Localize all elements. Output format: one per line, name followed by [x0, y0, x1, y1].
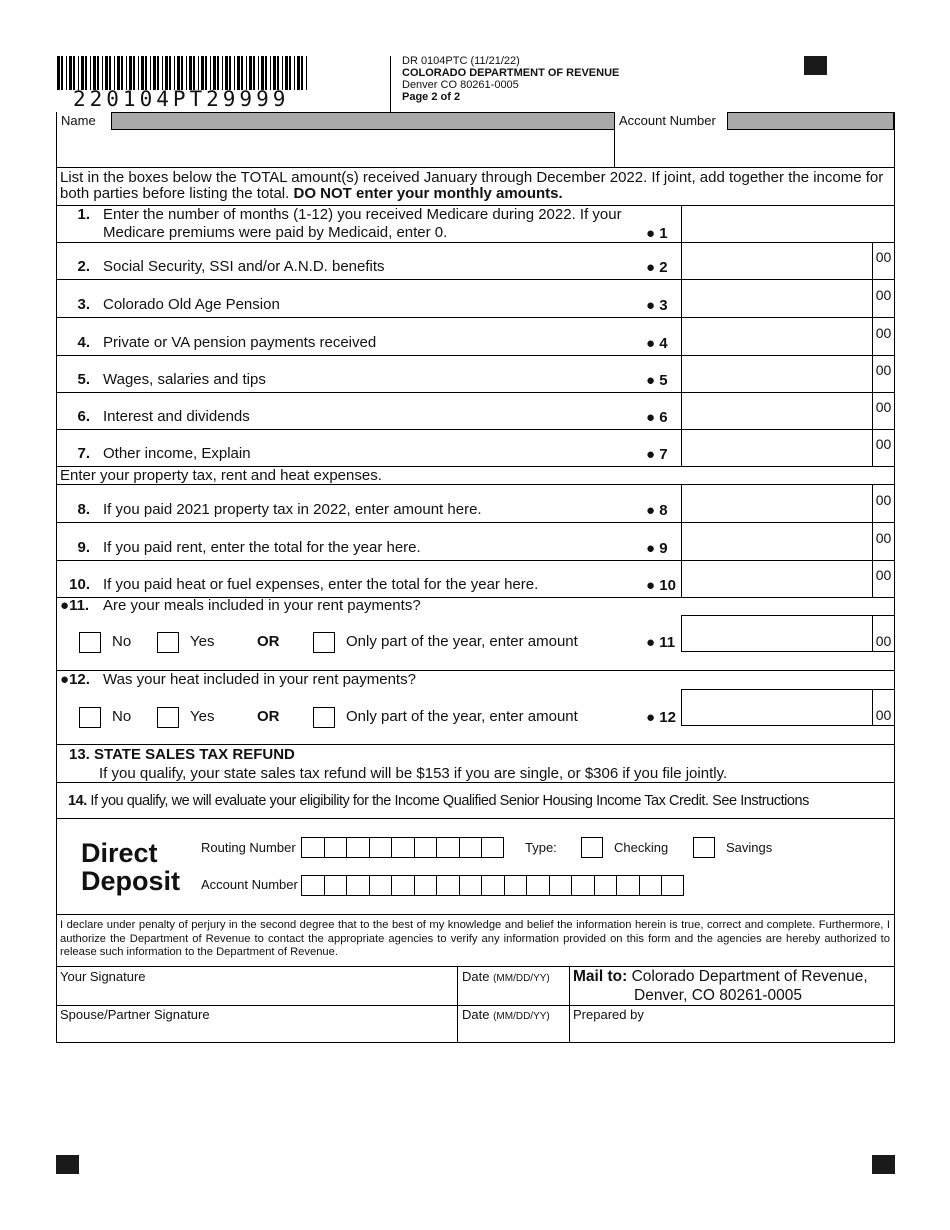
- rule: [56, 167, 895, 168]
- rule: [56, 914, 895, 915]
- prepared-by-field[interactable]: [570, 1021, 894, 1042]
- page-number: Page 2 of 2: [402, 91, 461, 103]
- digit-cell: [639, 875, 662, 896]
- mail-to-line-2: Denver, CO 80261-0005: [634, 987, 803, 1004]
- barcode-bar: [270, 56, 271, 90]
- spouse-signature-field[interactable]: [57, 1021, 457, 1042]
- name-account-header-bar: [56, 112, 894, 130]
- digit-cell: [571, 875, 594, 896]
- digit-cell: [369, 875, 392, 896]
- q11-cents: 00: [872, 615, 894, 652]
- barcode-bar: [213, 56, 216, 90]
- line-14-number: 14.: [68, 793, 87, 809]
- line-3-number: 3.: [77, 296, 90, 313]
- barcode-bar: [193, 56, 195, 90]
- date-field-1[interactable]: [458, 983, 569, 1005]
- line-9-number: 9.: [77, 539, 90, 556]
- routing-number-input[interactable]: [301, 837, 504, 858]
- barcode-bar: [69, 56, 72, 90]
- barcode-bar: [121, 56, 123, 90]
- date-label-2: [462, 1007, 550, 1022]
- barcode-bar: [237, 56, 240, 90]
- line-2-ref-num: 2: [659, 259, 668, 276]
- q12-ref: ● 12: [646, 709, 676, 726]
- line-7-amount-input[interactable]: [682, 429, 872, 466]
- barcode-bar: [57, 56, 60, 90]
- barcode-bar: [253, 56, 255, 90]
- q11-num: 11.: [69, 597, 90, 614]
- digit-cell: [324, 875, 347, 896]
- barcode-bar: [294, 56, 295, 90]
- line-5-amount-input[interactable]: [682, 355, 872, 392]
- barcode-bar: [85, 56, 87, 90]
- barcode-bar: [265, 56, 267, 90]
- savings-label: Savings: [726, 840, 773, 855]
- q12-num: 12.: [69, 671, 90, 688]
- digit-cell: [391, 875, 414, 896]
- line-5-number: 5.: [77, 371, 90, 388]
- savings-checkbox[interactable]: [693, 837, 715, 858]
- digit-cell: [459, 837, 482, 858]
- line-4-number: 4.: [77, 334, 90, 351]
- line-4-ref: ● 4: [646, 335, 668, 352]
- line-3-cents: 00: [872, 280, 894, 317]
- line-5-cents: 00: [872, 355, 894, 392]
- digit-cell: [391, 837, 414, 858]
- barcode-bar: [78, 56, 79, 90]
- q12-partial-checkbox[interactable]: [313, 707, 335, 728]
- digit-cell: [436, 875, 459, 896]
- q11-or: OR: [257, 633, 280, 650]
- mail-to-label: Mail to:: [573, 968, 628, 985]
- line-10-ref-num: 10: [659, 577, 676, 594]
- digit-cell: [616, 875, 639, 896]
- line-4-text: Private or VA pension payments received: [103, 334, 377, 351]
- line-5-ref: ● 5: [646, 372, 668, 389]
- line-13-title: 13. STATE SALES TAX REFUND: [69, 746, 295, 763]
- line-6-ref-num: 6: [659, 409, 668, 426]
- digit-cell: [481, 837, 504, 858]
- line-10-text: If you paid heat or fuel expenses, enter the total for the year here.: [103, 576, 539, 593]
- line-4-ref-num: 4: [659, 335, 668, 352]
- q12-partial-label: Only part of the year, enter amount: [346, 708, 578, 725]
- line-10-ref: ● 10: [646, 577, 676, 594]
- digit-cell: [414, 837, 437, 858]
- line-14: [60, 792, 809, 810]
- department-address: Denver CO 80261-0005: [402, 79, 519, 91]
- line-1-ref: ● 1: [646, 225, 668, 242]
- barcode-bar: [225, 56, 228, 90]
- line-2-ref: ● 2: [646, 259, 668, 276]
- rule: [56, 744, 895, 745]
- line-8-number: 8.: [77, 501, 90, 518]
- line-1-text: Enter the number of months (1-12) you received Medicare during 2022. If your: [103, 206, 622, 223]
- rule: [56, 782, 895, 783]
- barcode-bar: [249, 56, 252, 90]
- q11-question: Are your meals included in your rent payments?: [103, 597, 421, 614]
- line-2-text: Social Security, SSI and/or A.N.D. benefits: [103, 258, 385, 275]
- barcode-bar: [241, 56, 243, 90]
- line-6-cents: 00: [872, 392, 894, 429]
- declaration-text: I declare under penalty of perjury in the second degree that to the best of my knowledge and belief the information herein is true, correct and complete. Furthermore, I authorize the Department of Revenue to contact the appropriate agencies to verify any information provided on this form and the agencies are hereby authorized to release such information to the Department of Revenue.: [60, 919, 890, 958]
- barcode-bar: [277, 56, 279, 90]
- your-signature-label: Your Signature: [60, 969, 146, 984]
- line-9-cents: 00: [872, 522, 894, 560]
- barcode-bar: [66, 56, 67, 90]
- digit-cell: [436, 837, 459, 858]
- line-3-ref: ● 3: [646, 297, 668, 314]
- your-signature-field[interactable]: [57, 983, 457, 1005]
- intro-bold-warning: DO NOT enter your monthly amounts.: [293, 185, 563, 202]
- checking-checkbox[interactable]: [581, 837, 603, 858]
- line-8-ref-num: 8: [659, 502, 668, 519]
- department-name: COLORADO DEPARTMENT OF REVENUE: [402, 67, 620, 79]
- barcode-bar: [217, 56, 219, 90]
- line-2-cents: 00: [872, 242, 894, 279]
- q12-question: Was your heat included in your rent payments?: [103, 671, 416, 688]
- line-7-cents: 00: [872, 429, 894, 466]
- q11-number: ●11.: [60, 597, 90, 614]
- barcode-bar: [114, 56, 115, 90]
- registration-mark-top-right: [804, 56, 827, 75]
- q11-ref: ● 11: [646, 634, 676, 651]
- line-9-ref: ● 9: [646, 540, 668, 557]
- registration-mark-bottom-right: [872, 1155, 895, 1174]
- line-3-amount-input[interactable]: [682, 280, 872, 317]
- line-14-text: If you qualify, we will evaluate your eligibility for the Income Qualified Senior Housing Income Tax Credit. See Instructions: [90, 793, 809, 809]
- barcode-bar: [282, 56, 283, 90]
- barcode-bar: [258, 56, 259, 90]
- q12-cents: 00: [872, 689, 894, 726]
- date-field-2[interactable]: [458, 1021, 569, 1042]
- rule: [56, 818, 895, 819]
- name-field[interactable]: [57, 131, 614, 167]
- barcode-bar: [162, 56, 163, 90]
- spouse-signature-label: Spouse/Partner Signature: [60, 1007, 210, 1022]
- digit-cell: [549, 875, 572, 896]
- digit-cell: [481, 875, 504, 896]
- date-label-1-text: Date: [462, 969, 490, 984]
- barcode-bar: [165, 56, 168, 90]
- barcode-bar: [141, 56, 144, 90]
- barcode-bar: [102, 56, 103, 90]
- line-8-amount-input[interactable]: [682, 484, 872, 522]
- line-3-ref-num: 3: [659, 297, 668, 314]
- digit-cell: [594, 875, 617, 896]
- barcode: [57, 56, 309, 90]
- line-7-text: Other income, Explain: [103, 445, 251, 462]
- q11-no-label: No: [112, 633, 132, 650]
- barcode-bar: [117, 56, 120, 90]
- date-format-2: (MM/DD/YY): [493, 1011, 550, 1022]
- line-10-amount-input[interactable]: [682, 559, 872, 597]
- registration-mark-bottom-left: [56, 1155, 79, 1174]
- barcode-bar: [145, 56, 147, 90]
- intro-text: [60, 170, 892, 202]
- prepared-by-label: Prepared by: [573, 1007, 644, 1022]
- digit-cell: [459, 875, 482, 896]
- barcode-bar: [93, 56, 96, 90]
- line-1-text-cont: Medicare premiums were paid by Medicaid, enter 0.: [103, 224, 448, 241]
- barcode-bar: [150, 56, 151, 90]
- barcode-bar: [301, 56, 303, 90]
- line-3-text: Colorado Old Age Pension: [103, 296, 280, 313]
- q11-partial-checkbox[interactable]: [313, 632, 335, 653]
- digit-cell: [369, 837, 392, 858]
- barcode-bar: [109, 56, 111, 90]
- line-13-text: If you qualify, your state sales tax refund will be $153 if you are single, or $306 if you file jointly.: [99, 765, 728, 782]
- line-5-text: Wages, salaries and tips: [103, 371, 266, 388]
- barcode-bar: [90, 56, 91, 90]
- barcode-bar: [289, 56, 291, 90]
- barcode-bar: [181, 56, 183, 90]
- digit-cell: [661, 875, 684, 896]
- routing-number-label: Routing Number: [201, 840, 296, 855]
- q11-yes-checkbox[interactable]: [157, 632, 179, 653]
- barcode-bar: [273, 56, 276, 90]
- line-5-ref-num: 5: [659, 372, 668, 389]
- q12-yes-checkbox[interactable]: [157, 707, 179, 728]
- barcode-bar: [157, 56, 159, 90]
- barcode-bar: [222, 56, 223, 90]
- barcode-bar: [177, 56, 180, 90]
- barcode-bar: [73, 56, 75, 90]
- direct-deposit-title: [81, 839, 180, 895]
- digit-cell: [301, 837, 324, 858]
- barcode-bar: [186, 56, 187, 90]
- barcode-bar: [61, 56, 63, 90]
- deposit-account-number-input[interactable]: [301, 875, 684, 896]
- q12-no-label: No: [112, 708, 132, 725]
- mail-to-line-1: Colorado Department of Revenue,: [631, 968, 868, 985]
- barcode-bar: [81, 56, 84, 90]
- line-10-number: 10.: [69, 576, 90, 593]
- q12-amount-input[interactable]: [681, 689, 895, 726]
- barcode-bar: [285, 56, 288, 90]
- date-label-2-text: Date: [462, 1007, 490, 1022]
- form-id: DR 0104PTC (11/21/22): [402, 55, 520, 67]
- account-type-label: Type:: [525, 840, 557, 855]
- barcode-bar: [234, 56, 235, 90]
- q11-ref-num: 11: [659, 634, 676, 651]
- date-format-1: (MM/DD/YY): [493, 973, 550, 984]
- digit-cell: [504, 875, 527, 896]
- barcode-bar: [246, 56, 247, 90]
- account-number-label: Account Number: [615, 112, 728, 130]
- line-1-input[interactable]: [682, 206, 894, 242]
- barcode-bar: [129, 56, 132, 90]
- line-7-number: 7.: [77, 445, 90, 462]
- line-8-cents: 00: [872, 484, 894, 522]
- barcode-bar: [261, 56, 264, 90]
- line-1-number: 1.: [77, 206, 90, 223]
- line-6-amount-input[interactable]: [682, 392, 872, 429]
- q12-number: ●12.: [60, 671, 90, 688]
- barcode-bar: [210, 56, 211, 90]
- barcode-bar: [174, 56, 175, 90]
- rule: [56, 1005, 895, 1006]
- barcode-bar: [201, 56, 204, 90]
- barcode-bar: [198, 56, 199, 90]
- intro-instruction: List in the boxes below the TOTAL amount(s) received January through December 2022. If joint, add together the income for both parties before listing the total.: [60, 169, 884, 202]
- barcode-bar: [306, 56, 307, 90]
- digit-cell: [301, 875, 324, 896]
- q11-no-checkbox[interactable]: [79, 632, 101, 653]
- line-4-cents: 00: [872, 317, 894, 355]
- q12-no-checkbox[interactable]: [79, 707, 101, 728]
- line-9-ref-num: 9: [659, 540, 668, 557]
- direct-deposit-title-1: Direct: [81, 838, 158, 868]
- barcode-bar: [229, 56, 231, 90]
- line-6-text: Interest and dividends: [103, 408, 250, 425]
- barcode-bar: [297, 56, 300, 90]
- line-6-number: 6.: [77, 408, 90, 425]
- line-10-cents: 00: [872, 559, 894, 597]
- barcode-bar: [189, 56, 192, 90]
- date-label-1: [462, 969, 550, 984]
- mail-to: [573, 968, 868, 986]
- deposit-account-number-label: Account Number: [201, 877, 298, 892]
- line-8-text: If you paid 2021 property tax in 2022, enter amount here.: [103, 501, 482, 518]
- digit-cell: [526, 875, 549, 896]
- line-4-amount-input[interactable]: [682, 317, 872, 355]
- barcode-bar: [105, 56, 108, 90]
- checking-label: Checking: [614, 840, 669, 855]
- barcode-bar: [133, 56, 135, 90]
- digit-cell: [346, 837, 369, 858]
- q11-yes-label: Yes: [190, 633, 215, 650]
- digit-cell: [414, 875, 437, 896]
- barcode-bar: [169, 56, 171, 90]
- line-6-ref: ● 6: [646, 409, 668, 426]
- header-divider: [390, 56, 391, 112]
- account-number-field[interactable]: [615, 131, 894, 167]
- name-label: Name: [57, 112, 112, 130]
- expenses-heading: Enter your property tax, rent and heat expenses.: [60, 467, 382, 484]
- q11-amount-input[interactable]: [681, 615, 895, 652]
- barcode-bar: [97, 56, 99, 90]
- barcode-bar: [138, 56, 139, 90]
- line-9-text: If you paid rent, enter the total for the year here.: [103, 539, 421, 556]
- barcode-bar: [153, 56, 156, 90]
- line-2-amount-input[interactable]: [682, 242, 872, 279]
- digit-cell: [346, 875, 369, 896]
- q12-ref-num: 12: [659, 709, 676, 726]
- direct-deposit-title-2: Deposit: [81, 866, 181, 896]
- line-1-ref-num: 1: [659, 225, 668, 242]
- digit-cell: [324, 837, 347, 858]
- line-7-ref: ● 7: [646, 446, 668, 463]
- line-9-amount-input[interactable]: [682, 522, 872, 560]
- line-7-ref-num: 7: [659, 446, 668, 463]
- q12-yes-label: Yes: [190, 708, 215, 725]
- barcode-number: 220104PT29999: [73, 87, 290, 111]
- rule: [56, 966, 895, 967]
- barcode-bar: [205, 56, 207, 90]
- barcode-bar: [126, 56, 127, 90]
- q12-or: OR: [257, 708, 280, 725]
- line-8-ref: ● 8: [646, 502, 668, 519]
- q11-partial-label: Only part of the year, enter amount: [346, 633, 578, 650]
- line-2-number: 2.: [77, 258, 90, 275]
